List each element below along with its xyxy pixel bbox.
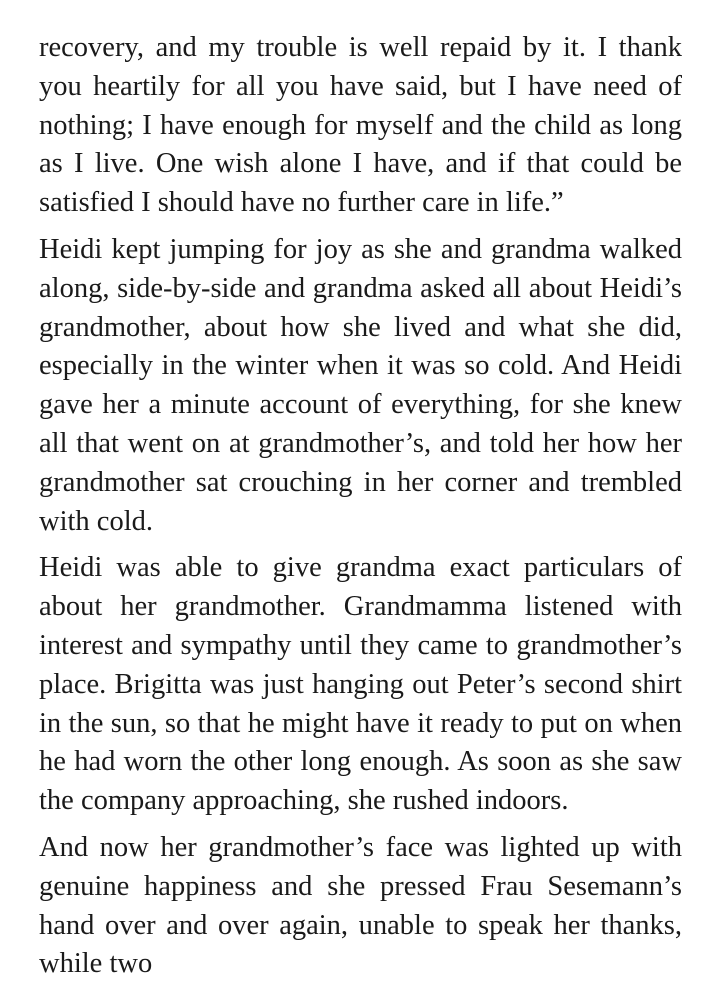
- paragraph-1: recovery, and my trouble is well repaid by it. I thank you heartily for all you have said, but I have need of nothing; I have enough for myself and the child as long as I live. One wish alone I have, and if that could be satisfied I should have no further care in life.”: [39, 32, 682, 219]
- book-page: [39, 0, 682, 992]
- paragraph-3: Heidi was able to give grandma exact particulars of about her grandmother. Grandmamma listened with interest and sympathy until they came to grandmother’s place. Brigitta was just hanging out Peter’s second shirt in the sun, so that he might have it ready to put on when he had worn the other long enough. As soon as she saw the company approaching, she rushed indoors.: [39, 552, 682, 817]
- paragraph-4: And now her grandmother’s face was lighted up with genuine happiness and she pressed Frau Sesemann’s hand over and over again, unable to speak her thanks, while two: [39, 831, 682, 980]
- paragraph-2: Heidi kept jumping for joy as she and grandma walked along, side-by-side and grandma asked all about Heidi’s grandmother, about how she lived and what she did, especially in the winter when it was so cold. And Heidi gave her a minute account of everything, for she knew all that went on at grandmother’s, and told her how her grandmother sat crouching in her corner and trembled with cold.: [39, 233, 682, 537]
